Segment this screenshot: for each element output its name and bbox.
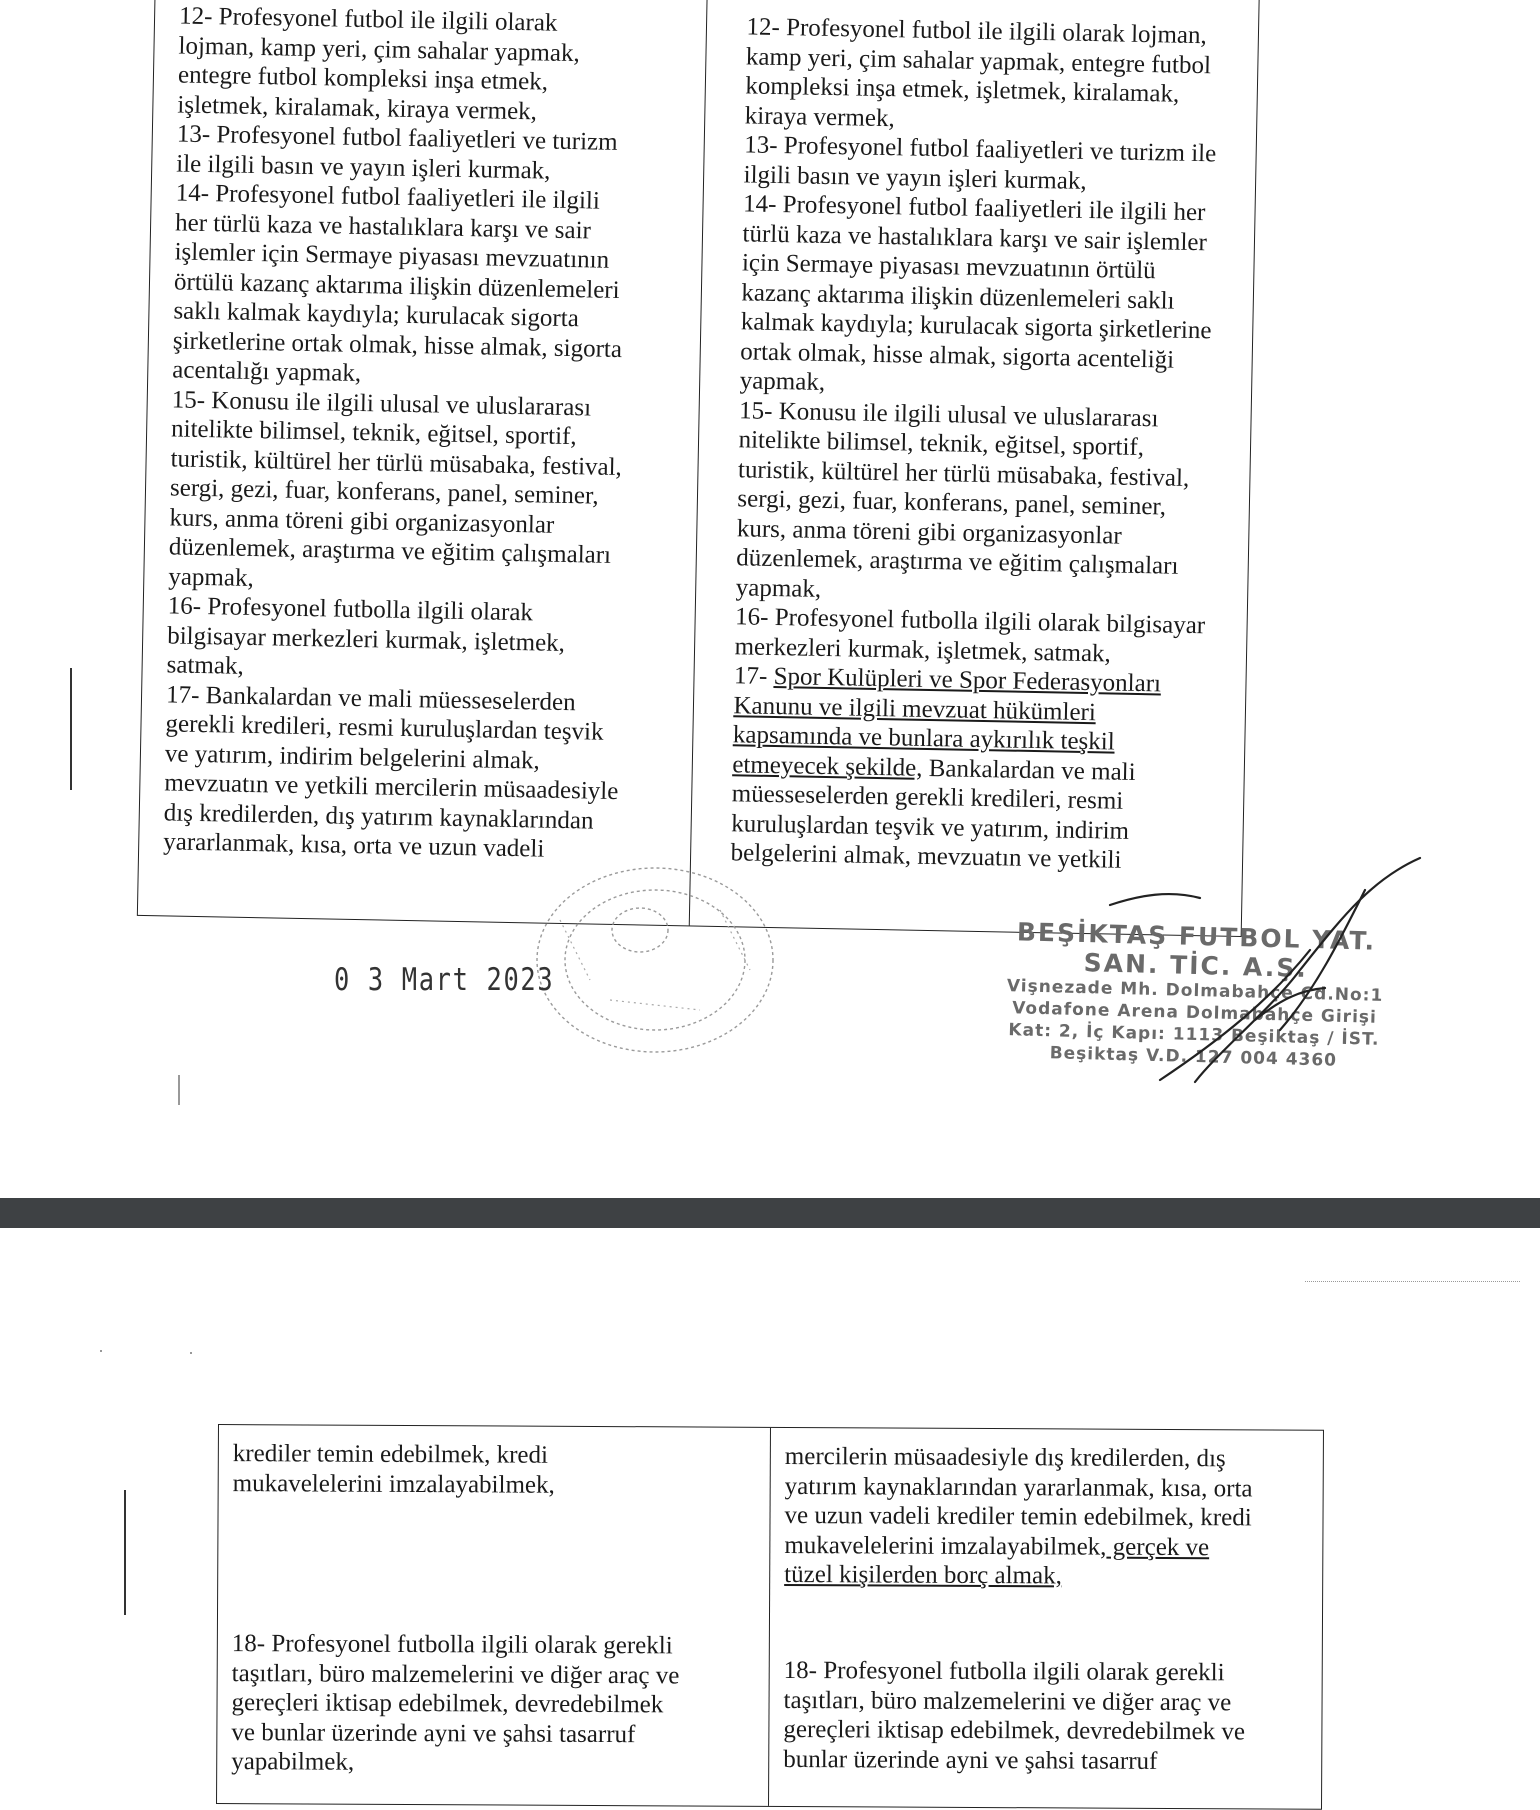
old-text-articles-12-17: 12- Profesyonel futbol ile ilgili olarak lojman, kamp yeri, çim sahalar yapmak, entegre futbol kompleksi inşa etmek, işletmek, kiralamak, kiraya vermek, 13- Profesyonel futbol faaliyetleri ve turizm ile ilgili basın ve yayın işleri kurmak, 14- Profesyonel futbol faaliyetleri ile ilgili her türlü kaza ve hastalıklara karşı ve sair işlemler için Sermaye piyasası mevzuatının örtülü kazanç aktarıma ilişkin düzenlemeleri saklı kalmak kaydıyla; kurulacak sigorta şirketlerine ortak olmak, hisse almak, sigorta acentalığı yapmak, 15- Konusu ile ilgili ulusal ve uluslararası nitelikte bilimsel, teknik, eğitsel, sportif, turistik, kültürel her türlü müsabaka, festival, sergi, gezi, fuar, konferans, panel, seminer, kurs, anma töreni gibi organizasyonlar düzenlemek, araştırma ve eğitim çalışmaları yapmak, 16- Profesyonel futbolla ilgili olarak bilgisayar merkezleri kurmak, işletmek, satmak, 17- Bankalardan ve mali müesseselerden gerekli kredileri, resmi kuruluşlardan teşvik ve yatırım, indirim belgelerini almak, mevzuatın ve yetkili mercilerin müsaadesiyle dış kredilerden, dış yatırım kaynaklarından yararlanmak, kısa, orta ve uzun vadeli	[163, 2, 623, 863]
new-text-underlined-addition: Spor Kulüpleri ve Spor Federasyonları Kanunu ve ilgili mevzuat hükümleri kapsamında ve bunlara aykırılık teşkil etmeyecek şekilde,	[732, 663, 1162, 782]
new-text-articles-12-17	[730, 12, 1250, 877]
margin-mark	[70, 668, 72, 790]
new-text-column	[769, 1428, 1323, 1809]
company-stamp-line-1: BEŞİKTAŞ FUTBOL YAT.	[1016, 917, 1377, 956]
new-text-body: 12- Profesyonel futbol ile ilgili olarak lojman, kamp yeri, çim sahalar yapmak, entegre futbol kompleksi inşa etmek, işletmek, kiralamak, kiraya vermek, 13- Profesyonel futbol faaliyetleri ve turizm ile ilgili basın ve yayın işleri kurmak, 14- Profesyonel futbol faaliyetleri ile ilgili her türlü kaza ve hastalıklara karşı ve sair işlemler için Sermaye piyasası mevzuatının örtülü kazanç aktarıma ilişkin düzenlemeleri saklı kalmak kaydıyla; kurulacak sigorta şirketlerine ortak olmak, hisse almak, sigorta acenteliği yapmak, 15- Konusu ile ilgili ulusal ve uluslararası nitelikte bilimsel, teknik, eğitsel, sportif, turistik, kültürel her türlü müsabaka, festival, sergi, gezi, fuar, konferans, panel, seminer, kurs, anma töreni gibi organizasyonlar düzenlemek, araştırma ve eğitim çalışmaları yapmak, 16- Profesyonel futbolla ilgili olarak bilgisayar merkezleri kurmak, işletmek, satmak, 17-	[733, 13, 1217, 691]
official-seal	[520, 860, 790, 1060]
new-text-column	[689, 0, 1259, 936]
amendment-table-page-1	[137, 0, 1260, 937]
company-stamp-line-2: SAN. TİC. A.Ş.	[1083, 948, 1309, 983]
amendment-table-page-2	[216, 1424, 1324, 1810]
margin-mark	[178, 1075, 180, 1105]
new-text-continuation: Bankalardan ve mali müesseselerden gerekli kredileri, resmi kuruluşlardan teşvik ve yatırım, indirim belgelerini almak, mevzuatın ve yetkili	[730, 754, 1136, 874]
margin-mark	[124, 1490, 126, 1615]
company-stamp-tax-office: Beşiktaş V.D. 127 004 4360	[1049, 1043, 1338, 1071]
company-stamp-address-2: Vodafone Arena Dolmabahçe Girişi	[1011, 998, 1378, 1028]
new-text-article-18: 18- Profesyonel futbolla ilgili olarak gerekli taşıtları, büro malzemelerini ve diğer araç ve gereçleri iktisap edebilmek, devredebilmek ve bunlar üzerinde ayni ve şahsi tasarruf	[783, 1656, 1246, 1775]
old-text-article-17-end: krediler temin edebilmek, kredi mukavelelerini imzalayabilmek,	[232, 1440, 555, 1499]
new-text-article-17-end	[784, 1442, 1311, 1592]
company-stamp-address-1: Vişnezade Mh. Dolmabahçe Cd.No:1	[1006, 976, 1384, 1006]
old-text-column	[138, 0, 708, 925]
handwritten-signature	[1100, 850, 1430, 1090]
page-divider	[0, 1198, 1540, 1228]
old-text-column	[217, 1425, 771, 1806]
old-text-article-18: 18- Profesyonel futbolla ilgili olarak gerekli taşıtları, büro malzemelerini ve diğer araç ve gereçleri iktisap edebilmek, devredebilmek ve bunlar üzerinde ayni ve şahsi tasarruf yapabilmek,	[231, 1630, 680, 1776]
company-stamp-address-3: Kat: 2, İç Kapı: 1113 Beşiktaş / İST.	[1008, 1020, 1380, 1050]
new-text-underlined-addition: gerçek ve tüzel kişilerden borç almak,	[784, 1533, 1210, 1590]
new-text-body: mercilerin müsaadesiyle dış kredilerden, dış yatırım kaynaklarından yararlanmak, kısa, orta ve uzun vadeli krediler temin edebilmek, kredi mukavelelerini imzalayabilmek,	[784, 1442, 1253, 1561]
date-stamp: 0 3 Mart 2023	[334, 962, 555, 998]
scan-artifact-dot	[100, 1350, 102, 1352]
scan-artifact-line	[1305, 1281, 1520, 1282]
scan-artifact-dot	[190, 1352, 192, 1354]
